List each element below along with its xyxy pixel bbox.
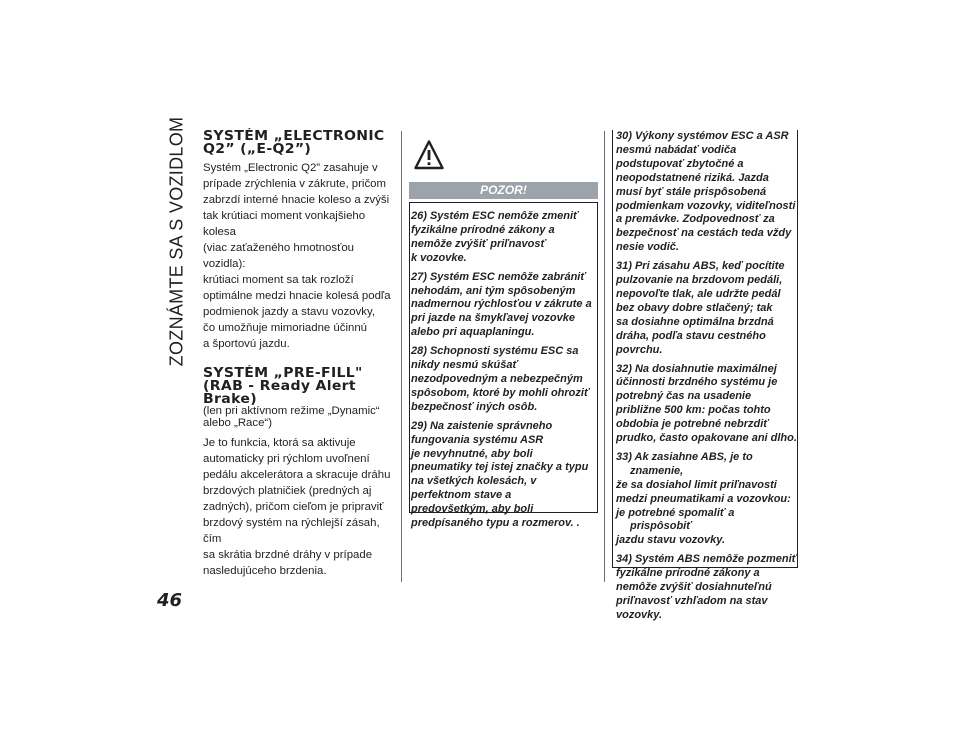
warning-item-line: nehodám, ani tým spôsobeným <box>411 284 576 297</box>
warning-item-line: fungovania systému ASR <box>411 433 544 446</box>
body-line: čo umožňuje mimoriadne účinnú <box>203 322 367 334</box>
warning-item-line: pneumatiky tej istej značky a typu <box>411 461 589 474</box>
body-line: (viac zaťaženého hmotnosťou vozidla): <box>203 242 355 270</box>
warning-item <box>616 363 797 446</box>
warning-item <box>616 451 797 548</box>
warning-item-line: alebo pri aquaplaningu. <box>411 326 535 339</box>
page-number: 46 <box>157 590 183 611</box>
warning-title: POZOR! <box>409 182 598 199</box>
warning-item-line: približne 500 km: počas tohto <box>616 404 771 417</box>
warning-item-line: perfektnom stave a <box>411 489 512 502</box>
section-body-electronic-q2 <box>203 160 393 352</box>
left-column <box>203 130 393 579</box>
heading-line: (RAB - Ready Alert <box>203 379 356 394</box>
warning-item-line: 27) Systém ESC nemôže zabrániť <box>411 270 586 283</box>
warning-item-line: že sa dosiahol limit priľnavosti <box>616 478 777 491</box>
warning-item-line: 33) Ak zasiahne ABS, je to znamenie, <box>616 450 753 477</box>
warning-item-line: dráha, podľa stavu cestného <box>616 329 766 342</box>
section-body-pre-fill <box>203 435 393 579</box>
warning-item <box>411 345 597 415</box>
side-chapter-title-text: ZOZNÁMTE SA S VOZIDLOM <box>166 116 187 366</box>
section-heading-electronic-q2 <box>203 130 408 156</box>
column-divider-right <box>604 131 605 582</box>
warning-item-line: predpísaného typu a rozmerov. . <box>411 517 580 530</box>
column-divider-left <box>401 131 402 582</box>
side-chapter-title <box>166 116 188 366</box>
warning-item-line: neopodstatnené riziká. Jazda <box>616 171 769 184</box>
body-line: zabrzdí interné hnacie koleso a zvýši <box>203 194 390 206</box>
warning-item <box>411 271 597 341</box>
warning-item-line: 28) Schopnosti systému ESC sa <box>411 345 579 358</box>
warning-item-line: 34) Systém ABS nemôže pozmeniť <box>616 553 797 566</box>
warning-item-line: bezpečnosť iných osôb. <box>411 400 538 413</box>
body-line: automaticky pri rýchlom uvoľnení <box>203 453 370 466</box>
warning-item-line: spôsobom, ktoré by mohli ohroziť <box>411 386 590 399</box>
right-column-warnings <box>612 130 798 621</box>
section-heading-pre-fill <box>203 367 408 406</box>
body-line: krútiaci moment sa tak rozloží <box>203 274 354 286</box>
body-line: Systém „Electronic Q2” zasahuje v <box>203 162 378 174</box>
warning-item-line: podmienkam vozovky, viditeľnosti <box>616 199 796 212</box>
warning-item-line: nemôže zvýšiť priľnavosť <box>411 237 546 250</box>
warning-item-line: nadmernou rýchlosťou v zákrute a <box>411 298 592 311</box>
warning-item-line: povrchu. <box>616 343 663 356</box>
body-line: a športovú jazdu. <box>203 338 290 350</box>
body-line: nasledujúceho brzdenia. <box>203 565 327 578</box>
warning-item <box>616 260 797 357</box>
warning-item-line: obdobia je potrebné nebrzdiť <box>616 418 769 431</box>
warning-item-line: jazdu stavu vozovky. <box>616 534 726 547</box>
warning-item-line: potrebný čas na usadenie <box>616 390 752 403</box>
warning-item <box>411 420 597 531</box>
warning-item-line: 30) Výkony systémov ESC a ASR <box>616 130 789 142</box>
heading-line: SYSTÉM „ELECTRONIC <box>203 129 385 144</box>
body-line: Je to funkcia, ktorá sa aktivuje <box>203 437 356 450</box>
warning-item-line: fyzikálne prírodné zákony a <box>411 223 555 236</box>
warning-item-line: priľnavosť vzhľadom na stav <box>616 595 768 607</box>
warning-item-line: nesmú nabádať vodiča <box>616 143 737 156</box>
warning-item <box>616 553 797 623</box>
warning-item-line: musí byť stále prispôsobená <box>616 185 767 198</box>
warning-item-line: fyzikálne prírodné zákony a <box>616 567 760 580</box>
warning-item-line: 31) Pri zásahu ABS, keď pocítite <box>616 260 785 273</box>
warning-item-line: pulzovanie na brzdovom pedáli, <box>616 274 783 287</box>
warning-item-line: bezpečnosť na cestách teda vždy <box>616 227 792 240</box>
body-line: sa skrátia brzdné dráhy v prípade <box>203 549 373 562</box>
body-line: prípade zrýchlenia v zákrute, pričom <box>203 178 386 190</box>
heading-line: Q2” („E-Q2”) <box>203 142 312 157</box>
warning-item-line: 29) Na zaistenie správneho <box>411 419 553 432</box>
warning-item-line: sa dosiahne optimálna brzdná <box>616 315 774 328</box>
warning-item-line: 32) Na dosiahnutie maximálnej <box>616 362 777 375</box>
warning-item-line: nikdy nesmú skúšať <box>411 359 518 372</box>
warning-item-line: nepovoľte tlak, ale udržte pedál <box>616 287 781 300</box>
warning-item-line: vozovky. <box>616 608 663 621</box>
warning-item-line: k vozovke. <box>411 251 467 264</box>
body-line: zadných), pričom cieľom je pripraviť <box>203 501 384 514</box>
warning-item-line: je potrebné spomaliť a prispôsobiť <box>616 506 735 533</box>
warning-item-line: prudko, často opakovane ani dlho. <box>616 432 797 445</box>
warning-box <box>409 202 598 530</box>
warning-item-line: na všetkých kolesách, v <box>411 475 537 488</box>
note-line: alebo „Race“) <box>203 416 273 429</box>
body-line: optimálne medzi hnacie kolesá podľa <box>203 290 391 302</box>
warning-item-line: medzi pneumatikami a vozovkou: <box>616 492 791 505</box>
warning-triangle-icon <box>414 140 444 170</box>
heading-line: Brake) <box>203 392 257 407</box>
warning-item-line: podstupovať zbytočné a <box>616 157 744 170</box>
section-note-pre-fill <box>203 406 393 429</box>
note-line: (len pri aktívnom režime „Dynamic“ <box>203 405 380 417</box>
body-line: pedálu akcelerátora a skracuje dráhu <box>203 469 391 482</box>
body-line: tak krútiaci moment vonkajšieho kolesa <box>203 210 366 238</box>
warning-item-line: nemôže zvýšiť dosiahnuteľnú <box>616 581 772 594</box>
heading-line: SYSTÉM „PRE-FILL" <box>203 366 363 381</box>
warning-item <box>411 210 597 266</box>
warning-item-line: a premávke. Zodpovednosť za <box>616 213 775 226</box>
warning-item-line: nesie vodič. <box>616 241 679 254</box>
warning-item-line: pri jazde na šmykľavej vozovke <box>411 312 575 325</box>
warning-item-line: bez obavy dobre stlačený; tak <box>616 301 773 314</box>
warning-item <box>616 130 797 255</box>
body-line: brzdový systém na rýchlejší zásah, čím <box>203 517 380 546</box>
warning-list <box>411 210 597 531</box>
body-line: brzdových platničiek (predných aj <box>203 485 372 498</box>
warning-item-line: 26) Systém ESC nemôže zmeniť <box>411 210 579 222</box>
warning-item-line: predovšetkým, aby boli <box>411 503 534 516</box>
body-line: podmienok jazdy a stavu vozovky, <box>203 306 375 318</box>
warning-item-line: nezodpovedným a nebezpečným <box>411 372 583 385</box>
warning-list-continued <box>616 130 797 623</box>
warning-item-line: je nevyhnutné, aby boli <box>411 447 533 460</box>
warning-item-line: účinnosti brzdného systému je <box>616 376 778 389</box>
